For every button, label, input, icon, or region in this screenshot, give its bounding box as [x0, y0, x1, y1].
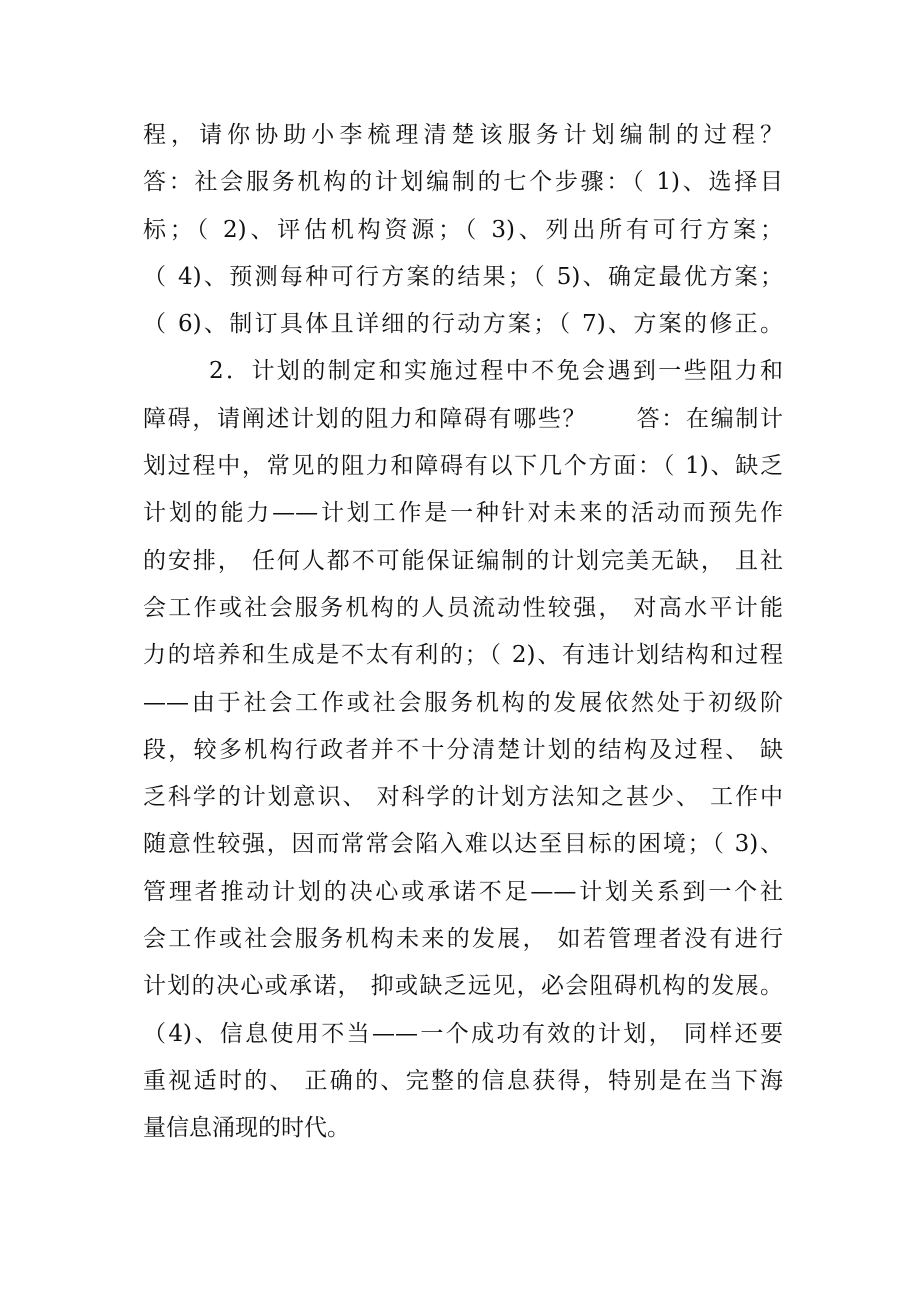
body-text — [143, 112, 783, 1153]
text-line: 划过程中，常见的阻力和障碍有以下几个方面：（ 1)、缺乏 — [143, 453, 783, 480]
text-line: （ 4)、预测每种可行方案的结果；（ 5)、确定最优方案； — [143, 263, 783, 290]
text-line: 障碍，请阐述计划的阻力和障碍有哪些？ 答：在编制计 — [143, 405, 783, 432]
text-line: 力的培养和生成是不太有利的；（ 2)、有违计划结构和过程 — [143, 642, 783, 669]
text-line: 程，请你协助小李梳理清楚该服务计划编制的过程？ — [143, 122, 783, 148]
text-line-last: 量信息涌现的时代。 — [143, 1115, 350, 1142]
text-line: 计划的决心或承诺， 抑或缺乏远见，必会阻碍机构的发展。 — [143, 973, 783, 1000]
text-line: 随意性较强，因而常常会陷入难以达至目标的困境；（ 3)、 — [143, 831, 783, 858]
text-line: （4)、信息使用不当——一个成功有效的计划， 同样还要 — [143, 1020, 783, 1047]
text-line: 答：社会服务机构的计划编制的七个步骤：（ 1)、选择目 — [143, 169, 783, 196]
text-line: （ 6)、制订具体且详细的行动方案；（ 7)、方案的修正。 — [143, 311, 783, 338]
text-line: 管理者推动计划的决心或承诺不足——计划关系到一个社 — [143, 878, 783, 905]
text-line: 会工作或社会服务机构未来的发展， 如若管理者没有进行 — [143, 926, 783, 953]
question-2-heading-line: 2．计划的制定和实施过程中不免会遇到一些阻力和 — [209, 358, 783, 385]
text-line: 重视适时的、 正确的、完整的信息获得，特别是在当下海 — [143, 1067, 783, 1094]
text-line: 乏科学的计划意识、 对科学的计划方法知之甚少、 工作中 — [143, 784, 783, 811]
text-line: 计划的能力——计划工作是一种针对未来的活动而预先作 — [143, 500, 783, 527]
text-line: 会工作或社会服务机构的人员流动性较强， 对高水平计能 — [143, 594, 783, 621]
text-line: 的安排， 任何人都不可能保证编制的计划完美无缺， 且社 — [143, 547, 783, 574]
text-line: ——由于社会工作或社会服务机构的发展依然处于初级阶 — [143, 689, 783, 716]
text-line: 标；（ 2)、评估机构资源；（ 3)、列出所有可行方案； — [143, 216, 783, 243]
text-line: 段，较多机构行政者并不十分清楚计划的结构及过程、 缺 — [143, 736, 783, 763]
